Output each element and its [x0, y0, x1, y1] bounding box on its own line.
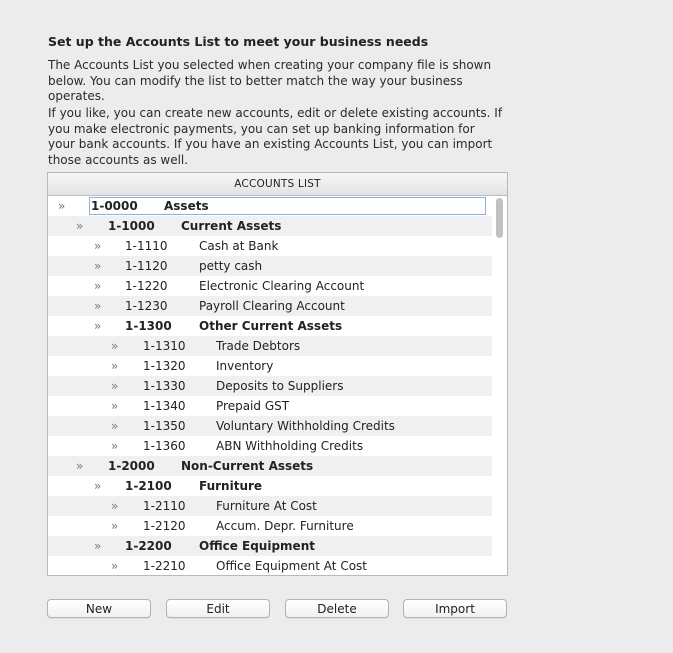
account-name: Office Equipment	[199, 539, 315, 553]
account-row[interactable]	[48, 396, 492, 416]
vertical-scrollbar[interactable]	[493, 196, 507, 575]
accounts-list-header: ACCOUNTS LIST	[48, 173, 507, 196]
account-row[interactable]	[48, 456, 492, 476]
account-number: 1-1320	[143, 359, 186, 373]
account-row[interactable]	[48, 276, 492, 296]
account-name: ABN Withholding Credits	[216, 439, 364, 453]
delete-button[interactable]: Delete	[285, 599, 389, 618]
account-number: 1-1110	[125, 239, 168, 253]
chevron-right-icon[interactable]: »	[111, 559, 119, 573]
account-row[interactable]	[48, 316, 492, 336]
account-number: 1-0000	[91, 199, 138, 213]
account-number: 1-1360	[143, 439, 186, 453]
page-heading: Set up the Accounts List to meet your business needs	[48, 34, 429, 49]
chevron-right-icon[interactable]: »	[111, 519, 119, 533]
account-number: 1-1220	[125, 279, 168, 293]
chevron-right-icon[interactable]: »	[58, 199, 66, 213]
account-row[interactable]	[48, 296, 492, 316]
chevron-right-icon[interactable]: »	[76, 219, 84, 233]
import-button[interactable]: Import	[403, 599, 507, 618]
account-row[interactable]	[48, 336, 492, 356]
chevron-right-icon[interactable]: »	[111, 499, 119, 513]
chevron-right-icon[interactable]: »	[111, 359, 119, 373]
account-number: 1-1120	[125, 259, 168, 273]
account-row[interactable]	[48, 216, 492, 236]
account-name: Cash at Bank	[199, 239, 279, 253]
chevron-right-icon[interactable]: »	[94, 259, 102, 273]
new-button[interactable]: New	[47, 599, 151, 618]
account-name: Voluntary Withholding Credits	[216, 419, 395, 433]
account-number: 1-1300	[125, 319, 172, 333]
chevron-right-icon[interactable]: »	[94, 479, 102, 493]
account-number: 1-2200	[125, 539, 172, 553]
account-number: 1-1000	[108, 219, 155, 233]
scroll-thumb[interactable]	[496, 198, 503, 238]
account-row[interactable]	[48, 556, 492, 575]
account-row[interactable]	[48, 496, 492, 516]
account-row[interactable]	[48, 376, 492, 396]
account-name: Prepaid GST	[216, 399, 290, 413]
chevron-right-icon[interactable]: »	[94, 539, 102, 553]
chevron-right-icon[interactable]: »	[76, 459, 84, 473]
account-number: 1-1350	[143, 419, 186, 433]
account-name: Assets	[164, 199, 209, 213]
account-row[interactable]	[48, 356, 492, 376]
account-row[interactable]	[48, 196, 492, 216]
account-number: 1-2100	[125, 479, 172, 493]
chevron-right-icon[interactable]: »	[94, 279, 102, 293]
account-name: Other Current Assets	[199, 319, 343, 333]
edit-button[interactable]: Edit	[166, 599, 270, 618]
accounts-list[interactable]	[47, 172, 508, 576]
account-number: 1-2210	[143, 559, 186, 573]
account-row[interactable]	[48, 236, 492, 256]
chevron-right-icon[interactable]: »	[94, 299, 102, 313]
account-name: Non-Current Assets	[181, 459, 314, 473]
account-row[interactable]	[48, 536, 492, 556]
chevron-right-icon[interactable]: »	[111, 399, 119, 413]
account-row[interactable]	[48, 436, 492, 456]
account-name: Office Equipment At Cost	[216, 559, 367, 573]
intro-paragraph-2: If you like, you can create new accounts, edit or delete existing accounts. If you make electronic payments, you can set up banking information for your bank accounts. If you have an existing Accounts List, you can import those accounts as well.	[48, 106, 503, 167]
account-name: petty cash	[199, 259, 263, 273]
account-number: 1-2110	[143, 499, 186, 513]
chevron-right-icon[interactable]: »	[111, 439, 119, 453]
account-row[interactable]	[48, 516, 492, 536]
accounts-list-rows[interactable]	[48, 196, 507, 575]
chevron-right-icon[interactable]: »	[111, 339, 119, 353]
account-row[interactable]	[48, 256, 492, 276]
account-number: 1-1230	[125, 299, 168, 313]
account-name: Current Assets	[181, 219, 282, 233]
account-number: 1-1340	[143, 399, 186, 413]
chevron-right-icon[interactable]: »	[94, 239, 102, 253]
account-row[interactable]	[48, 476, 492, 496]
chevron-right-icon[interactable]: »	[94, 319, 102, 333]
account-number: 1-1310	[143, 339, 186, 353]
account-name: Deposits to Suppliers	[216, 379, 344, 393]
chevron-right-icon[interactable]: »	[111, 379, 119, 393]
account-name: Furniture At Cost	[216, 499, 317, 513]
account-name: Electronic Clearing Account	[199, 279, 365, 293]
account-number: 1-2120	[143, 519, 186, 533]
chevron-right-icon[interactable]: »	[111, 419, 119, 433]
account-number: 1-2000	[108, 459, 155, 473]
selected-row-field[interactable]	[89, 197, 486, 215]
account-name: Furniture	[199, 479, 263, 493]
account-name: Accum. Depr. Furniture	[216, 519, 354, 533]
account-name: Payroll Clearing Account	[199, 299, 345, 313]
account-number: 1-1330	[143, 379, 186, 393]
account-name: Trade Debtors	[216, 339, 301, 353]
account-row[interactable]	[48, 416, 492, 436]
account-name: Inventory	[216, 359, 274, 373]
intro-paragraph-1: The Accounts List you selected when creating your company file is shown below. You can modify the list to better match the way your business operates.	[48, 58, 492, 104]
